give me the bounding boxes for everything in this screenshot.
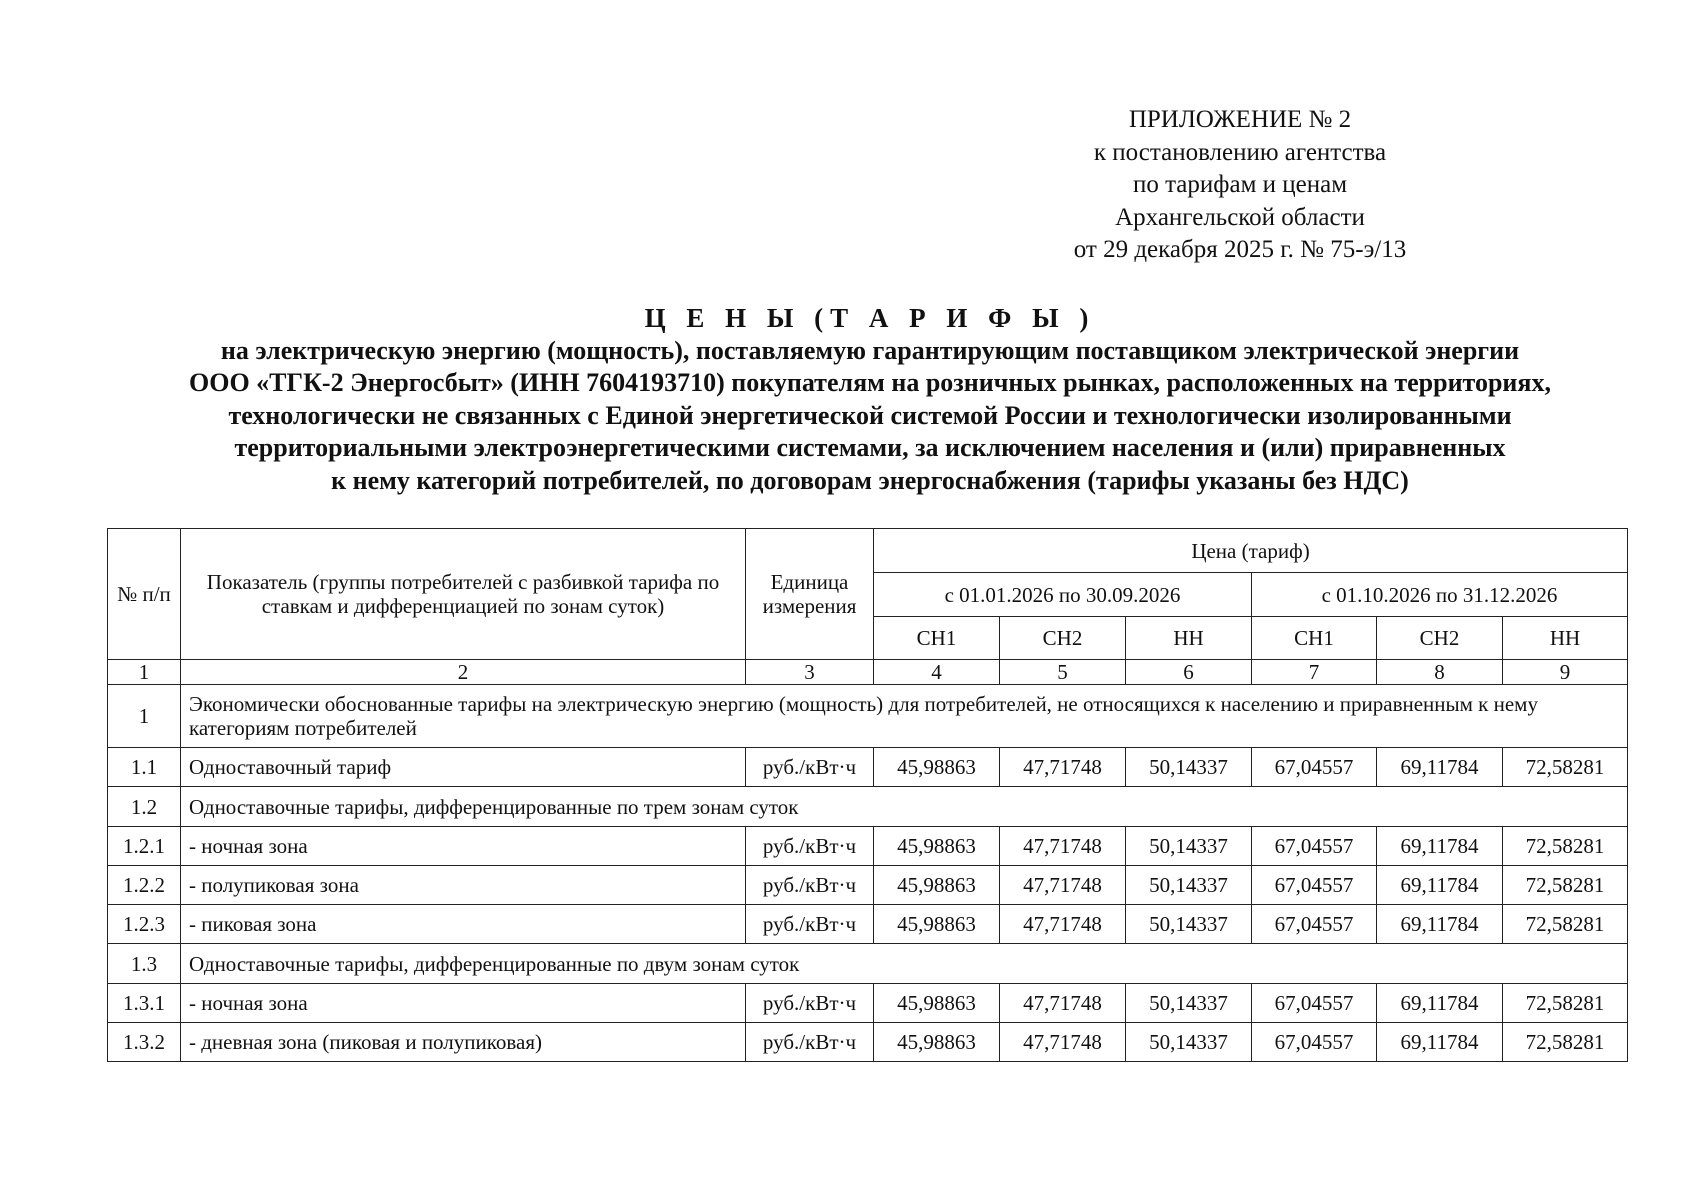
row-label: Одноставочный тариф (181, 748, 746, 787)
row-num: 1.3.1 (108, 984, 181, 1023)
tariff-value: 67,04557 (1252, 1023, 1377, 1062)
header-period-1: с 01.01.2026 по 30.09.2026 (874, 573, 1252, 617)
header-level: НН (1503, 617, 1628, 660)
column-number: 3 (746, 660, 874, 685)
row-num: 1.2.3 (108, 905, 181, 944)
tariff-value: 50,14337 (1126, 827, 1252, 866)
tariff-value: 47,71748 (1000, 748, 1126, 787)
tariff-value: 69,11784 (1377, 905, 1503, 944)
appendix-line: по тарифам и ценам (1132, 171, 1348, 198)
tariff-value: 45,98863 (874, 1023, 1000, 1062)
title-heading: Ц Е Н Ы (Т А Р И Ф Ы ) (644, 303, 1096, 333)
header-period-2: с 01.10.2026 по 31.12.2026 (1252, 573, 1628, 617)
appendix-block (1040, 104, 1440, 267)
tariff-value: 47,71748 (1000, 1023, 1126, 1062)
row-num: 1.2.1 (108, 827, 181, 866)
tariff-value: 45,98863 (874, 905, 1000, 944)
title-line: технологически не связанных с Единой энергетической системой России и технологически изолированными (228, 400, 1512, 430)
column-number: 8 (1377, 660, 1503, 685)
document-title (100, 302, 1640, 497)
row-num: 1.3.2 (108, 1023, 181, 1062)
row-unit: руб./кВт·ч (746, 905, 874, 944)
tariff-value: 45,98863 (874, 866, 1000, 905)
row-label: - пиковая зона (181, 905, 746, 944)
tariff-value: 47,71748 (1000, 905, 1126, 944)
tariff-value: 67,04557 (1252, 984, 1377, 1023)
column-number: 1 (108, 660, 181, 685)
row-num: 1.3 (108, 944, 181, 984)
tariff-value: 45,98863 (874, 827, 1000, 866)
tariff-value: 47,71748 (1000, 866, 1126, 905)
tariff-value: 50,14337 (1126, 1023, 1252, 1062)
row-num: 1.1 (108, 748, 181, 787)
tariff-value: 50,14337 (1126, 866, 1252, 905)
tariff-value: 72,58281 (1503, 905, 1628, 944)
tariff-value: 50,14337 (1126, 905, 1252, 944)
row-num: 1.2 (108, 787, 181, 827)
header-level: СН1 (874, 617, 1000, 660)
title-line: ООО «ТГК-2 Энергосбыт» (ИНН 7604193710) покупателям на розничных рынках, расположенных на территориях, (189, 368, 1551, 397)
row-unit: руб./кВт·ч (746, 866, 874, 905)
tariff-value: 47,71748 (1000, 827, 1126, 866)
title-line: к нему категорий потребителей, по договорам энергоснабжения (тарифы указаны без НДС) (331, 465, 1409, 495)
tariff-table (107, 528, 1628, 1062)
table-row (108, 866, 1628, 905)
header-level: СН1 (1252, 617, 1377, 660)
row-num: 1 (108, 685, 181, 748)
tariff-value: 50,14337 (1126, 748, 1252, 787)
row-unit: руб./кВт·ч (746, 984, 874, 1023)
row-unit: руб./кВт·ч (746, 748, 874, 787)
tariff-value: 67,04557 (1252, 827, 1377, 866)
tariff-value: 45,98863 (874, 984, 1000, 1023)
tariff-value: 72,58281 (1503, 866, 1628, 905)
appendix-date: от 29 декабря 2025 г. № 75-э/13 (1073, 236, 1407, 263)
tariff-value: 50,14337 (1126, 984, 1252, 1023)
column-number: 7 (1252, 660, 1377, 685)
section-row (108, 685, 1628, 748)
column-number: 6 (1126, 660, 1252, 685)
table-row (108, 1023, 1628, 1062)
tariff-value: 69,11784 (1377, 866, 1503, 905)
row-unit: руб./кВт·ч (746, 1023, 874, 1062)
table-row (108, 827, 1628, 866)
table-row (108, 748, 1628, 787)
header-level: СН2 (1377, 617, 1503, 660)
tariff-value: 67,04557 (1252, 866, 1377, 905)
column-number: 9 (1503, 660, 1628, 685)
subsection-label: Одноставочные тарифы, дифференцированные по двум зонам суток (181, 944, 1628, 984)
row-label: - дневная зона (пиковая и полупиковая) (181, 1023, 746, 1062)
column-number: 5 (1000, 660, 1126, 685)
column-number-row (108, 660, 1628, 685)
title-line: на электрическую энергию (мощность), поставляемую гарантирующим поставщиком электрической энергии (220, 335, 1520, 365)
tariff-value: 45,98863 (874, 748, 1000, 787)
header-level: СН2 (1000, 617, 1126, 660)
row-num: 1.2.2 (108, 866, 181, 905)
title-line: территориальными электроэнергетическими системами, за исключением населения и (или) приравненных (234, 433, 1506, 462)
header-indicator: Показатель (группы потребителей с разбивкой тарифа по ставкам и дифференциацией по зонам суток) (181, 529, 746, 660)
appendix-line: Архангельской области (1115, 203, 1365, 231)
appendix-line: к постановлению агентства (1093, 138, 1387, 166)
tariff-value: 72,58281 (1503, 748, 1628, 787)
column-number: 4 (874, 660, 1000, 685)
tariff-value: 67,04557 (1252, 905, 1377, 944)
section-label: Экономически обоснованные тарифы на электрическую энергию (мощность) для потребителей, не относящихся к населению и приравненным к нему категориям потребителей (181, 685, 1628, 748)
header-num: № п/п (108, 529, 181, 660)
tariff-value: 72,58281 (1503, 1023, 1628, 1062)
row-label: - полупиковая зона (181, 866, 746, 905)
subsection-row (108, 944, 1628, 984)
row-label: - ночная зона (181, 827, 746, 866)
row-label: - ночная зона (181, 984, 746, 1023)
header-level: НН (1126, 617, 1252, 660)
header-price: Цена (тариф) (874, 529, 1628, 573)
tariff-value: 69,11784 (1377, 827, 1503, 866)
tariff-value: 69,11784 (1377, 984, 1503, 1023)
tariff-value: 47,71748 (1000, 984, 1126, 1023)
row-unit: руб./кВт·ч (746, 827, 874, 866)
table-row (108, 984, 1628, 1023)
tariff-value: 67,04557 (1252, 748, 1377, 787)
tariff-value: 72,58281 (1503, 984, 1628, 1023)
appendix-title: ПРИЛОЖЕНИЕ № 2 (1128, 106, 1352, 133)
header-unit: Единица измерения (746, 529, 874, 660)
tariff-value: 69,11784 (1377, 1023, 1503, 1062)
tariff-value: 72,58281 (1503, 827, 1628, 866)
subsection-label: Одноставочные тарифы, дифференцированные по трем зонам суток (181, 787, 1628, 827)
subsection-row (108, 787, 1628, 827)
tariff-value: 69,11784 (1377, 748, 1503, 787)
column-number: 2 (181, 660, 746, 685)
table-row (108, 905, 1628, 944)
